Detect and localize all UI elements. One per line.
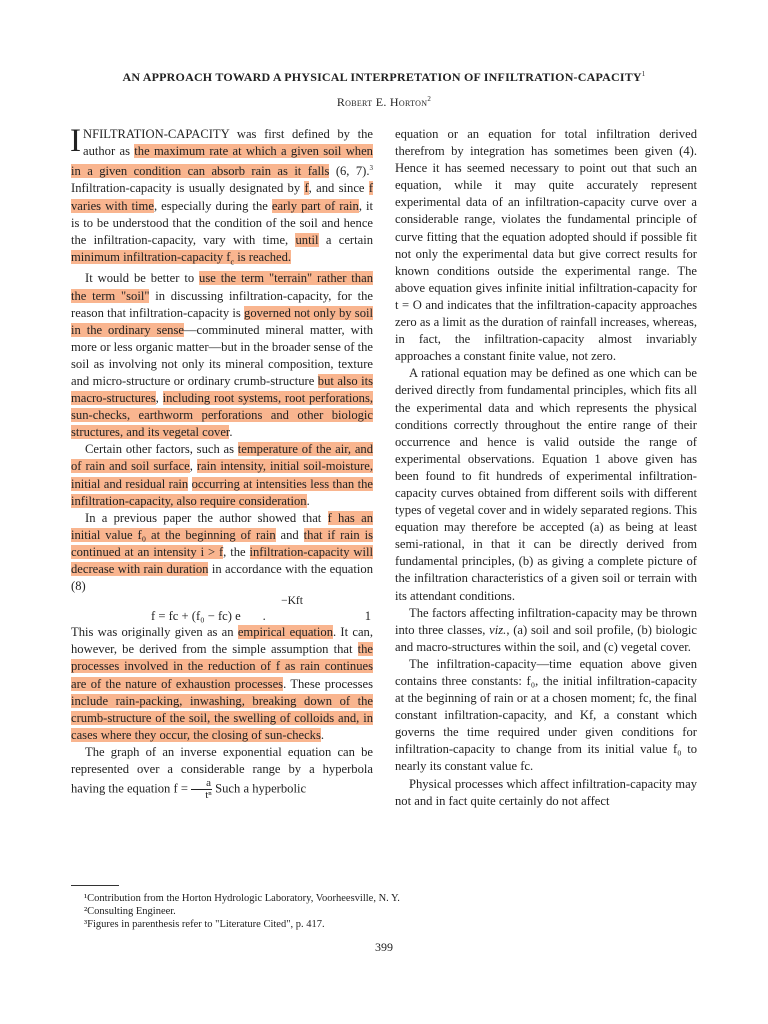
- right-column: [395, 126, 697, 810]
- highlight: the processes involved in the reduction of f as rain continues are of the nature of exhaustion processes: [71, 642, 373, 691]
- highlight: governed not only by soil in the ordinary sense: [71, 305, 373, 337]
- highlight: early part of rain: [271, 198, 359, 213]
- equation-number: 1: [364, 609, 371, 624]
- highlight: f has an initial value f₀ at the beginning of rain: [71, 510, 374, 542]
- paragraph-three-classes: The factors affecting infiltration-capacity may be thrown into three classes, viz., (a) soil and soil profile, (b) biologic and macro-structures within the soil, and (c) vegetal cover.: [395, 605, 698, 654]
- highlight: include rain-packing, inwashing, breaking down of the crumb-structure of the soil, the swelling of colloids and, in cases where they occur, the closing of sun-checks: [71, 693, 373, 742]
- highlight: empirical equation: [237, 625, 333, 640]
- highlight: temperature of the air, and of rain and soil surface: [71, 442, 373, 474]
- hyperbola-fraction: $\frac{a}{\text{tⁿ}}$: [191, 778, 212, 801]
- author-footnote-mark: 2: [427, 95, 432, 103]
- paper-title: AN APPROACH TOWARD A PHYSICAL INTERPRETATION OF INFILTRATION-CAPACITY$^1$: [122, 70, 646, 84]
- left-column: [70, 123, 374, 802]
- highlight: including root systems, root perforations, sun-checks, earthworm perforations and other biologic structures, and its vegetal cover: [71, 391, 373, 440]
- author-name: Robert E. Horton$^2$: [336, 95, 432, 109]
- paragraph-curve-fitting: equation or an equation for total infiltration derived therefrom by integration has sometimes been given (4). Hence it has seemed necessary to point out that such an equation, while it may quite accurately represent experimental data of an infiltration-capacity curve over a considerable range, violates the fundamental principle of curve fitting that the equation adopted should if possible fit not only the experimental data but give correct results for known conditions outside the experimental range. The above equation gives infinite initial infiltration-capacity for t = O and indicates that the infiltration-capacity approaches zero as a limit as the duration of rainfall increases, whereas, in fact, the infiltration-capacity almost invariably approaches a constant finite value, not zero.: [395, 127, 697, 364]
- paragraph-three-constants: The infiltration-capacity—time equation above given contains three constants: f₀, the initial infiltration-capacity at the beginning of rain or at a chosen moment; fc, the final constant infiltration-capacity, and Kf, a constant which governs the time required under given conditions for infiltration-capacity to change from its initial value f₀ to nearly its constant value fc.: [395, 656, 697, 774]
- equation-period: .: [262, 609, 266, 624]
- paragraph-physical-processes: Physical processes which affect infiltration-capacity may not and in fact quite certainly do not affect: [395, 776, 697, 808]
- highlight: f varies with time: [71, 181, 374, 213]
- highlight: minimum infiltration-capacity $f_c$ is reached.: [71, 249, 292, 267]
- highlight: but also its macro-structures: [71, 374, 373, 406]
- paragraph-hyperbola: The graph of an inverse exponential equation can be represented over a considerable range by a hyperbola having the equation f = $\frac{a}{\text{tⁿ}}$ Such a hyperbolic: [71, 744, 373, 802]
- highlight: occurring at intensities less than the infiltration-capacity, also require consideration: [71, 476, 373, 508]
- footnotes: [84, 892, 684, 931]
- equation-1: [71, 595, 373, 624]
- paragraph-other-factors: Certain other factors, such as temperature of the air, and of rain and soil surface, rain intensity, initial soil-moisture, initial and residual rain occurring at intensities less than the infiltration-capacity, also require consideration.: [71, 442, 373, 508]
- highlight: until: [295, 232, 319, 247]
- footnote-rule: [71, 885, 119, 886]
- footnote-3: ³Figures in parenthesis refer to "Literature Cited", p. 417.: [84, 919, 325, 930]
- highlight: use the term "terrain" rather than the term "soil": [71, 271, 373, 303]
- title-footnote-mark: 1: [641, 70, 646, 78]
- equation-exponent: −Kft: [281, 595, 303, 608]
- footnote-2: ²Consulting Engineer.: [84, 906, 176, 917]
- highlight: infiltration-capacity will decrease with rain duration: [71, 544, 373, 577]
- page-number: 399: [375, 940, 393, 954]
- paragraph-rational-equation: A rational equation may be defined as one which can be derived directly from fundamental principles, which fits all the experimental data and which represents the physical conditions correctly throughout the entire range of their occurrence and hence is valid outside the range of experimental observations. Equation 1 above given has been found to fit hundreds of experimental infiltration-capacity curves obtained from different soils with different types of vegetal cover and in widely separated regions. This equation may therefore be accepted (a) as being at least semi-rational, in that it can be directly derived from fundamental principles, (b) as giving a complete picture of the infiltration characteristics of a given soil or terrain with its attendant conditions.: [395, 366, 697, 603]
- paragraph-terrain: It would be better to use the term "terrain" rather than the term "soil" in discussing infiltration-capacity, for the reason that infiltration-capacity is governed not only by soil in the ordinary sense—comminuted mineral matter, with more or less organic matter—but in the broader sense of the soil as involving not only its mineral composition, texture and micro-structure or ordinary crumb-structure but also its macro-structures, including root systems, root perforations, sun-checks, earthworm perforations and other biologic structures, and its vegetal cover.: [71, 271, 373, 440]
- highlight: rain intensity, initial soil-moisture, initial and residual rain: [71, 459, 373, 491]
- highlight: that if rain is continued at an intensity i > f: [71, 527, 373, 559]
- paragraph-empirical: This was originally given as an empirical equation. It can, however, be derived from the simple assumption that the processes involved in the reduction of f as rain continues are of the nature of exhaustion processes. These processes include rain-packing, inwashing, breaking down of the crumb-structure of the soil, the swelling of colloids and, in cases where they occur, the closing of sun-checks.: [71, 625, 373, 742]
- equation-body: f = fc + (f₀ − fc) e: [151, 609, 241, 624]
- highlight: f: [304, 181, 309, 196]
- highlight: the maximum rate at which a given soil when in a given condition can absorb rain as it falls: [71, 144, 373, 179]
- paragraph-previous-paper: In a previous paper the author showed that f has an initial value f₀ at the beginning of rain and that if rain is continued at an intensity i > f, the infiltration-capacity will decrease with rain duration in accordance with the equation (8): [71, 510, 374, 594]
- drop-cap: I: [70, 123, 81, 159]
- paragraph-definition: INFILTRATION-CAPACITY was first defined by the author as the maximum rate at which a given soil when in a given condition can absorb rain as it falls (6, 7).$^3$ Infiltration-capacity is usually designated by f, and since f varies with time, especially during the early part of rain, it is to be understood that the condition of the soil and hence the infiltration-capacity, vary with time, until a certain minimum infiltration-capacity $f_c$ is reached.: [70, 123, 374, 267]
- footnote-1: ¹Contribution from the Horton Hydrologic Laboratory, Voorheesville, N. Y.: [84, 893, 400, 904]
